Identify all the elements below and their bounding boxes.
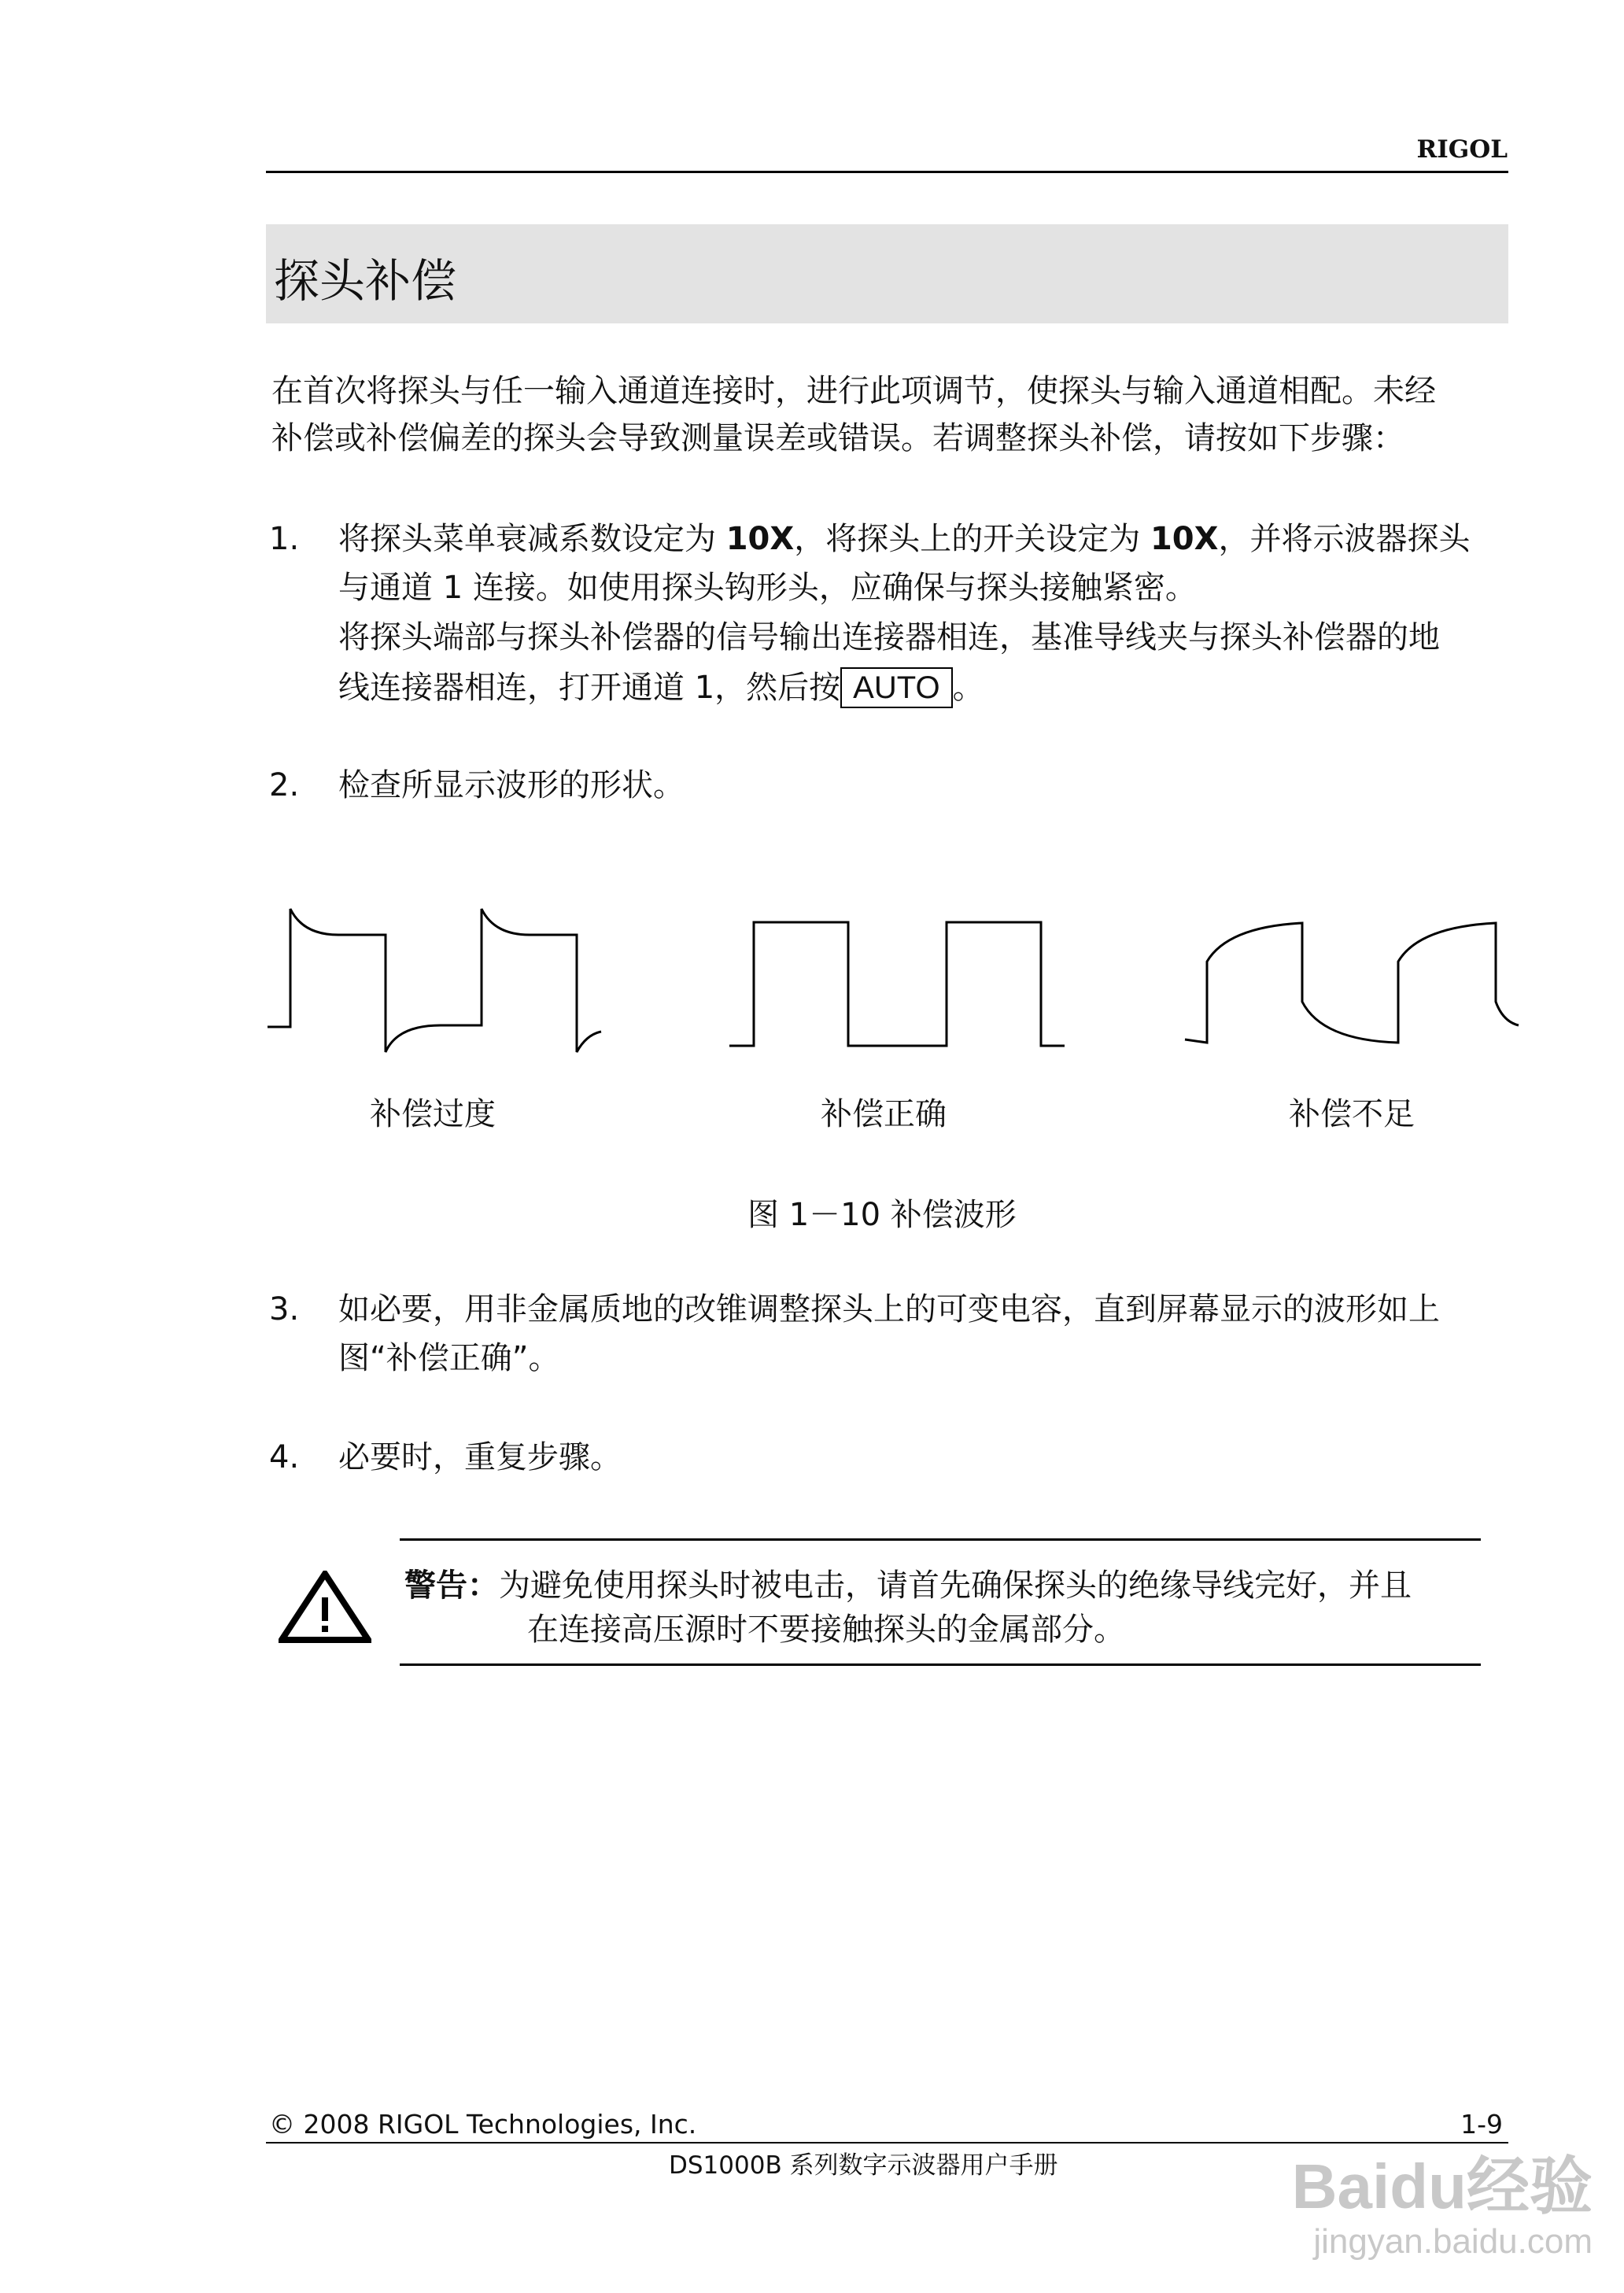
bold-value: 10X [1150,521,1219,557]
waveform-label: 补偿不足 [1289,1096,1415,1132]
step-text: 如必要，用非金属质地的改锥调整探头上的可变电容，直到屏幕显示的波形如上 [338,1291,1440,1327]
warning-text: 在连接高压源时不要接触探头的金属部分。 [527,1612,1125,1648]
footer-manual-title: DS1000B 系列数字示波器用户手册 [669,2151,1058,2180]
footer-rule [266,2142,1508,2143]
warning-text [404,1561,1412,1610]
warning-top-rule [400,1538,1481,1541]
warning-label: 警告： [404,1567,499,1604]
step-text: 将探头端部与探头补偿器的信号输出连接器相连，基准导线夹与探头补偿器的地 [338,619,1440,655]
overcompensated-waveform [268,909,601,1052]
step-text: 必要时，重复步骤。 [338,1439,622,1475]
intro-line: 在首次将探头与任一输入通道连接时，进行此项调节，使探头与输入通道相配。未经 [271,373,1436,409]
auto-key: AUTO [840,667,952,708]
step-number: 1. [269,521,300,557]
warning-bottom-rule [400,1663,1481,1666]
text: 线连接器相连，打开通道 1，然后按 [338,670,841,706]
step-text: 与通道 1 连接。如使用探头钩形头，应确保与探头接触紧密。 [338,570,1197,606]
step-number: 2. [269,767,300,803]
text: ，将探头上的开关设定为 [794,521,1150,557]
baidu-watermark [1292,2151,1593,2262]
text: ，并将示波器探头 [1218,521,1471,557]
undercompensated-waveform [1185,923,1519,1043]
intro-line: 补偿或补偿偏差的探头会导致测量误差或错误。若调整探头补偿，请按如下步骤： [271,420,1404,456]
step-text: 检查所显示波形的形状。 [338,767,685,803]
figure-caption: 图 1－10 补偿波形 [747,1197,1017,1233]
warning-triangle-icon [279,1571,371,1643]
text: 为避免使用探头时被电击，请首先确保探头的绝缘导线完好，并且 [499,1567,1412,1604]
footer-page-number: 1-9 [1460,2109,1503,2140]
bold-value: 10X [725,521,795,557]
correct-waveform [729,922,1065,1046]
text: 。 [952,670,984,706]
step-number: 4. [269,1439,300,1475]
footer-copyright: © 2008 RIGOL Technologies, Inc. [269,2109,697,2140]
waveform-label: 补偿正确 [821,1096,947,1132]
page-title: 探头补偿 [274,254,457,308]
watermark-url: jingyan.baidu.com [1313,2222,1593,2261]
step-number: 3. [269,1291,300,1327]
text: 将探头菜单衰减系数设定为 [338,521,726,557]
waveform-label: 补偿过度 [370,1096,496,1132]
brand-logo: RIGOL [1416,135,1508,164]
step-text: 图“补偿正确”。 [338,1340,560,1376]
watermark-brand: Baidu经验 [1291,2151,1593,2221]
